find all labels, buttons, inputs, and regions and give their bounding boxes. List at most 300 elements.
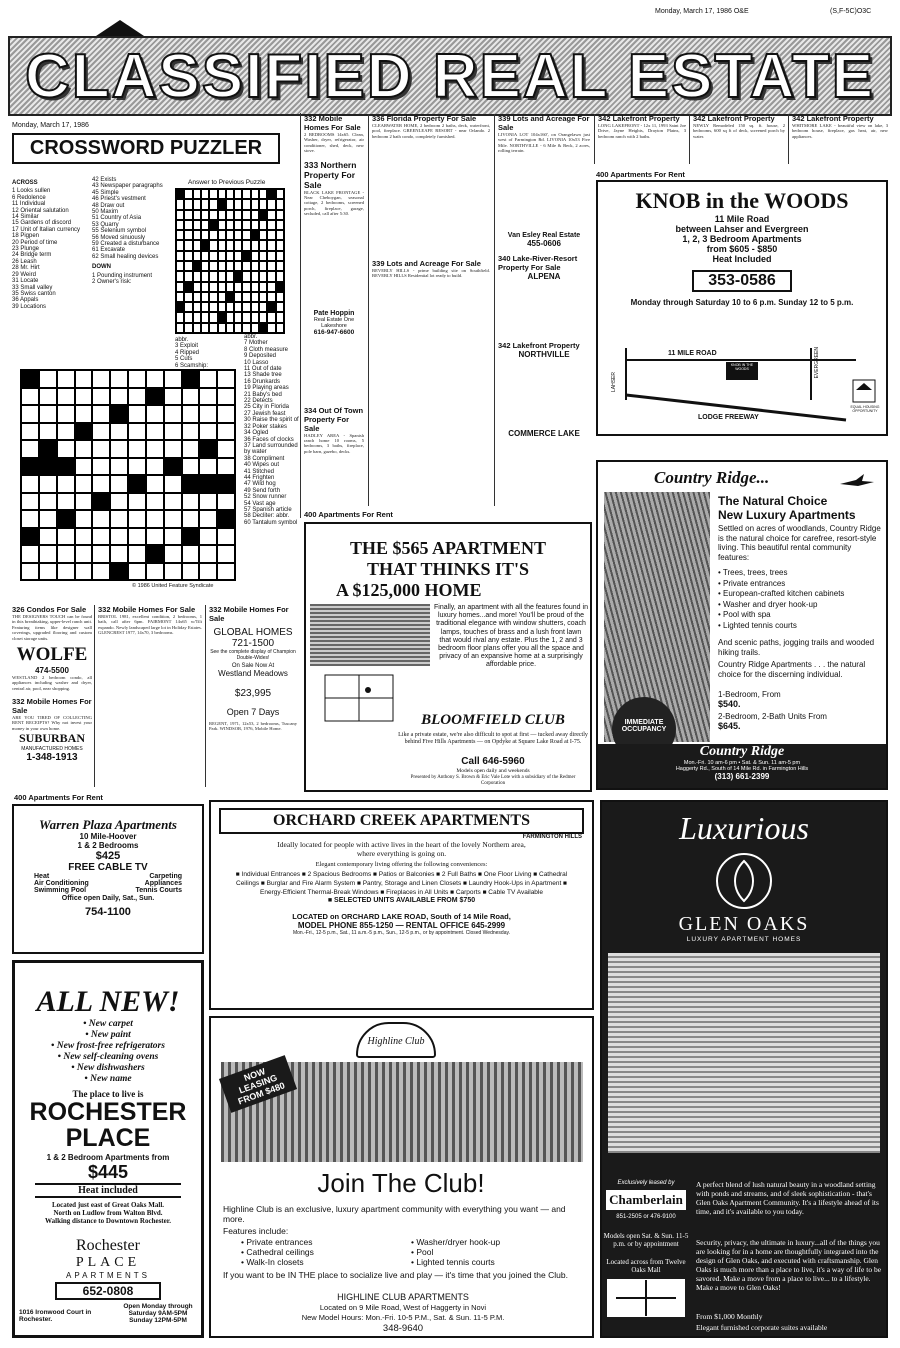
grid-cell <box>226 251 234 261</box>
grid-cell <box>128 475 146 493</box>
mobile1-column <box>94 605 202 787</box>
grid-cell <box>276 302 284 312</box>
crossword-date: Monday, March 17, 1986 <box>12 122 89 129</box>
condos-head: 326 Condos For Sale <box>12 605 87 614</box>
grid-cell <box>217 388 235 406</box>
mobile1-text: BRISTOL 1981, excellent condition, 2 bedrooms, 1 bath, call after 6pm. FAIRMONT 14x65 w/Tilt expando. Newly landscaped large lot in Holiday Estates. GLENCREST 1977, 14x70, 3 bedrooms. <box>98 614 202 636</box>
lakefront-a-text: LONG LAKEFRONT - 12x 11, 1993 Saint Joe Drive, Jayne Heights, Drayton Plains, 3 bedroom ranch with 2 baths. <box>598 123 686 139</box>
across-clue: 53 Quarry <box>92 221 119 228</box>
grid-cell <box>226 261 234 271</box>
rochester-new-item: • New self-cleaning ovens <box>57 1052 159 1062</box>
across-clue: 56 Moved sinuously <box>92 234 146 241</box>
out-of-town-head: 334 Out Of Town Property For Sale <box>304 405 364 433</box>
down-clue: 19 Playing areas <box>244 385 289 392</box>
grid-cell <box>176 199 184 209</box>
grid-cell <box>110 388 128 406</box>
grid-cell <box>57 510 75 528</box>
grid-cell <box>209 251 217 261</box>
grid-cell <box>184 220 192 230</box>
grid-cell <box>276 199 284 209</box>
florida-text: CLEARWATER HOME, 2 bedroom 2 baths, deck, waterfront, pool, fireplace. GREENLEAFE RESORT - near Orlando. 2 bedroom 2 bath condo, completely furnished. <box>372 123 490 139</box>
grid-cell <box>259 251 267 261</box>
grid-cell <box>146 510 164 528</box>
grid-cell <box>259 302 267 312</box>
orchard-intro2: Elegant contemporary living offering the following conveniences: <box>315 861 488 868</box>
highline-phone: 348-9640 <box>382 1323 424 1334</box>
grid-cell <box>209 292 217 302</box>
grid-cell <box>193 323 201 333</box>
country-feature-item: • Pool with spa <box>718 610 771 619</box>
grid-cell <box>242 220 250 230</box>
down-clues-3 <box>244 334 304 526</box>
grid-cell <box>242 302 250 312</box>
map-road-lodge: LODGE FREEWAY <box>698 414 759 421</box>
alpena-head: ALPENA <box>527 272 561 281</box>
country-feature-item: • European-crafted kitchen cabinets <box>718 589 845 598</box>
down-clue: 37 Land surrounded by water <box>244 442 298 456</box>
grid-cell <box>217 423 235 441</box>
grid-cell <box>75 440 93 458</box>
grid-cell <box>184 292 192 302</box>
grid-cell <box>176 271 184 281</box>
across-clue: 31 Locate <box>12 278 39 285</box>
across-clue: 28 Mr. Hirt <box>12 265 40 272</box>
down-clue: 54 Vast age <box>244 500 276 507</box>
grid-cell <box>176 282 184 292</box>
country-price1: $540. <box>718 699 741 709</box>
grid-cell <box>226 292 234 302</box>
grid-cell <box>92 440 110 458</box>
grid-cell <box>218 230 226 240</box>
grid-cell <box>259 312 267 322</box>
grid-cell <box>242 199 250 209</box>
down-clue: 2 Owner's risk: <box>92 279 132 286</box>
grid-cell <box>267 199 275 209</box>
country-price2-label: 2-Bedroom, 2-Bath Units From <box>718 712 827 721</box>
down-clue: 38 Compliment <box>244 455 285 462</box>
grid-cell <box>176 220 184 230</box>
across-clue: 55 Selenium symbol <box>92 228 147 235</box>
grid-cell <box>217 440 235 458</box>
grid-cell <box>39 475 57 493</box>
rochester-open1: Open Monday through <box>123 1303 193 1310</box>
grid-cell <box>146 545 164 563</box>
grid-cell <box>146 370 164 388</box>
grid-cell <box>176 189 184 199</box>
grid-cell <box>182 405 200 423</box>
grid-cell <box>75 370 93 388</box>
lakefront-a <box>594 114 686 164</box>
grid-cell <box>92 545 110 563</box>
condos-text2: WESTLAND 2 bedroom condo, all appliances including washer and dryer, central air, pool, near shopping. <box>12 675 92 691</box>
suburban-sub: MANUFACTURED HOMES <box>21 746 83 753</box>
lakefront-c-head: 342 Lakefront Property <box>792 114 874 123</box>
lakefront-b-head: 342 Lakefront Property <box>693 114 775 123</box>
grid-cell <box>259 240 267 250</box>
rochester-headline: ALL NEW! <box>36 985 180 1018</box>
warren-cable: FREE CABLE TV <box>68 862 148 873</box>
bloomfield-headline1: THE $565 APARTMENT <box>349 538 547 558</box>
bloomfield-headline2: THAT THINKS IT'S <box>366 559 530 579</box>
country-phone: (313) 661-2399 <box>714 772 770 781</box>
grid-cell <box>267 251 275 261</box>
grid-cell <box>182 528 200 546</box>
down-clues-1 <box>92 273 176 286</box>
down-clue: 7 Mother <box>244 340 268 347</box>
grid-cell <box>201 282 209 292</box>
country-price2: $645. <box>718 721 741 731</box>
grid-cell <box>201 323 209 333</box>
wolfe-logo: WOLFE <box>16 644 88 665</box>
down-clue: abbr. <box>244 334 258 340</box>
country-ridge-title: Country Ridge... <box>654 468 770 487</box>
map-lahser: LAHSER <box>611 372 617 393</box>
warren-feature-heat: Heat <box>34 873 50 880</box>
grid-cell <box>57 528 75 546</box>
orchard-model: MODEL PHONE 855-1250 — RENTAL OFFICE 645-2999 <box>297 921 506 930</box>
grid-cell <box>226 220 234 230</box>
map-road-11mile: 11 MILE ROAD <box>668 350 717 357</box>
warren-feature-air: Air Conditioning <box>34 880 89 887</box>
grid-cell <box>242 312 250 322</box>
rochester-loc2: North on Ludlow from Walton Blvd. <box>53 1209 163 1217</box>
highline-feature-item: • Washer/dryer hook-up <box>411 1237 501 1247</box>
grid-cell <box>182 370 200 388</box>
florida-column <box>368 114 490 506</box>
grid-cell <box>242 261 250 271</box>
grid-cell <box>39 493 57 511</box>
occupancy-badge: IMMEDIATE OCCUPANCY <box>612 697 676 761</box>
glen-oaks-ad <box>600 800 888 1338</box>
grid-cell <box>146 458 164 476</box>
grid-cell <box>128 545 146 563</box>
grid-cell <box>218 251 226 261</box>
suburban-phone: 1-348-1913 <box>26 752 78 764</box>
grid-cell <box>57 370 75 388</box>
grid-cell <box>164 423 182 441</box>
grid-cell <box>267 271 275 281</box>
across-clue: 33 Small valley <box>12 284 53 291</box>
grid-cell <box>201 189 209 199</box>
grid-cell <box>218 282 226 292</box>
mobile2-text: REGENT, 1971, 12x53, 2 bedrooms, Tuscany Park. WINDSOR, 1976, Mobile Home. <box>209 721 297 732</box>
grid-cell <box>218 302 226 312</box>
grid-cell <box>57 440 75 458</box>
across-clue: 39 Locations <box>12 303 47 310</box>
down-clue: 34 Ogled <box>244 430 269 437</box>
grid-cell <box>242 251 250 261</box>
grid-cell <box>39 545 57 563</box>
masthead-banner <box>8 36 892 116</box>
highline-club-ad <box>209 1016 594 1338</box>
highline-features-head: Features include: <box>223 1226 289 1236</box>
grid-cell <box>201 302 209 312</box>
grid-cell <box>75 545 93 563</box>
grid-cell <box>75 563 93 581</box>
grid-cell <box>57 388 75 406</box>
highline-feature-item: • Walk-In closets <box>241 1257 304 1267</box>
rochester-phone: 652-0808 <box>55 1282 161 1300</box>
apartments-head-mid: 400 Apartments For Rent <box>304 510 393 519</box>
global-homes: GLOBAL HOMES <box>213 627 293 638</box>
grid-cell <box>199 423 217 441</box>
orchard-location: LOCATED on ORCHARD LAKE ROAD, South of 14 Mile Road, <box>292 912 511 921</box>
orchard-creek-ad <box>209 800 594 1010</box>
lots-text: LIVONIA LOT 104x160', on Orangelawn just west of Farmington Rd. LIVONIA 10x53 Five Mile. NORTHVILLE - 6 Mile & Beck, 2 acres, rolling terrain. <box>498 132 590 154</box>
grid-cell <box>110 458 128 476</box>
agent-phone: 616-947-6600 <box>313 328 355 336</box>
across-clue: 43 Newspaper paragraphs <box>92 183 163 190</box>
knob-phone: 353-0586 <box>692 270 792 292</box>
grid-cell <box>234 292 242 302</box>
grid-cell <box>276 251 284 261</box>
across-clue: 50 Maxim <box>92 209 119 216</box>
grid-cell <box>193 302 201 312</box>
grid-cell <box>146 405 164 423</box>
global-price: $23,995 <box>234 688 272 699</box>
grid-cell <box>242 240 250 250</box>
down-clue: 32 Poker stakes <box>244 423 288 430</box>
rochester-open2: Saturday 9AM-5PM <box>128 1310 188 1317</box>
grid-cell <box>242 323 250 333</box>
warren-feature-carpet: Carpeting <box>149 873 182 880</box>
knob-line4: from $605 - $850 <box>706 244 778 254</box>
grid-cell <box>217 458 235 476</box>
grid-cell <box>176 251 184 261</box>
country-feature-item: • Private entrances <box>718 578 786 588</box>
grid-cell <box>92 388 110 406</box>
grid-cell <box>218 220 226 230</box>
global-sale: On Sale Now At <box>231 663 275 669</box>
grid-cell <box>217 405 235 423</box>
knob-ad <box>596 180 888 436</box>
grid-cell <box>259 210 267 220</box>
knob-hours: Monday through Saturday 10 to 6 p.m. Sunday 12 to 5 p.m. <box>630 298 854 307</box>
grid-cell <box>164 528 182 546</box>
down-clue: 8 Cloth measure <box>244 346 289 353</box>
condos-mh-head: 332 Mobile Homes For Sale <box>12 697 92 715</box>
across-clue: 51 Country of Asia <box>92 215 142 222</box>
grid-cell <box>259 189 267 199</box>
grid-cell <box>21 370 39 388</box>
bloomfield-call: Call 646-5960 <box>461 756 525 767</box>
grid-cell <box>92 510 110 528</box>
grid-cell <box>199 493 217 511</box>
grid-cell <box>251 210 259 220</box>
grid-cell <box>199 458 217 476</box>
out-of-town-text: HADLEY AREA - Spanish ranch home 10 rooms, 5 bedrooms, 3 baths, fireplace, pole barn, gazebo, decks. <box>304 432 364 454</box>
grid-cell <box>199 510 217 528</box>
grid-cell <box>218 199 226 209</box>
down-clue: 47 Wild hog <box>244 481 276 488</box>
grid-cell <box>193 251 201 261</box>
grid-cell <box>267 312 275 322</box>
grid-cell <box>92 423 110 441</box>
grid-cell <box>217 563 235 581</box>
country-head1: The Natural Choice <box>718 494 828 508</box>
grid-cell <box>39 510 57 528</box>
grid-cell <box>276 312 284 322</box>
grid-cell <box>193 282 201 292</box>
northville-head: NORTHVILLE <box>518 350 570 359</box>
country-features <box>718 568 883 631</box>
grid-cell <box>259 230 267 240</box>
country-location: Haggerty Rd., South of 14 Mile Rd. in Farmington Hills <box>675 766 809 772</box>
grid-cell <box>184 261 192 271</box>
rochester-loc1: Located just east of Great Oaks Mall. <box>51 1201 165 1209</box>
date-line: Monday, March 17, 1986 O&E <box>655 8 749 15</box>
grid-cell <box>251 312 259 322</box>
grid-cell <box>92 563 110 581</box>
puzzle-grid <box>20 369 236 581</box>
grid-cell <box>218 271 226 281</box>
grid-cell <box>201 210 209 220</box>
global-sub: See the complete display of Champion Double-Wides! <box>210 649 296 661</box>
grid-cell <box>128 528 146 546</box>
rochester-new-item: • New dishwashers <box>71 1063 145 1073</box>
grid-cell <box>259 282 267 292</box>
grid-cell <box>39 458 57 476</box>
highline-banner: NOW LEASING FROM $480 <box>219 1055 297 1113</box>
orchard-select: ■ SELECTED UNITS AVAILABLE FROM $750 <box>327 897 476 904</box>
rochester-new-item: • New carpet <box>83 1019 133 1029</box>
across-clue: 11 Individual <box>12 201 46 208</box>
lots-head-2: 339 Lots and Acreage For Sale <box>372 259 481 268</box>
grid-cell <box>226 271 234 281</box>
bloomfield-name: BLOOMFIELD CLUB <box>421 712 565 728</box>
grid-cell <box>217 528 235 546</box>
grid-cell <box>92 370 110 388</box>
down-clue: 13 Shade tree <box>244 372 282 379</box>
grid-cell <box>251 220 259 230</box>
grid-cell <box>201 230 209 240</box>
grid-cell <box>184 230 192 240</box>
glen-sub: LUXURY APARTMENT HOMES <box>686 936 802 943</box>
grid-cell <box>209 312 217 322</box>
warren-feature-tennis: Tennis Courts <box>135 887 182 894</box>
grid-cell <box>226 189 234 199</box>
across-clues-2 <box>92 177 176 260</box>
apartments-head-right: 400 Apartments For Rent <box>596 170 685 179</box>
grid-cell <box>176 240 184 250</box>
grid-cell <box>146 475 164 493</box>
condos-column <box>12 605 92 787</box>
lakefront-a-head: 342 Lakefront Property <box>598 114 680 123</box>
grid-cell <box>193 271 201 281</box>
grid-cell <box>110 545 128 563</box>
rochester-logo2: PLACE <box>75 1255 141 1270</box>
grid-cell <box>184 210 192 220</box>
grid-cell <box>251 302 259 312</box>
van-esley-name: Van Esley Real Estate <box>507 232 581 239</box>
rochester-name1: ROCHESTER <box>29 1098 187 1126</box>
grid-cell <box>146 388 164 406</box>
grid-cell <box>193 220 201 230</box>
grid-cell <box>182 510 200 528</box>
grid-cell <box>234 210 242 220</box>
grid-cell <box>276 292 284 302</box>
grid-cell <box>242 210 250 220</box>
grid-cell <box>182 493 200 511</box>
grid-cell <box>276 261 284 271</box>
grid-cell <box>21 405 39 423</box>
grid-cell <box>92 475 110 493</box>
rochester-logo3: APARTMENTS <box>66 1271 150 1280</box>
grid-cell <box>259 199 267 209</box>
grid-cell <box>146 493 164 511</box>
across-clue: 6 Redolence <box>12 194 46 201</box>
knob-line2: between Lahser and Evergreen <box>675 224 809 234</box>
grid-cell <box>21 528 39 546</box>
grid-cell <box>57 458 75 476</box>
grid-cell <box>193 230 201 240</box>
condos-text: THE DESIGNERS TOUCH can be found in this breathtaking, upper-level ranch unit. Featuring items like designer wall coverings, upgraded flooring and custom closet storage units. <box>12 614 92 641</box>
answer-heading: Answer to Previous Puzzle <box>188 179 266 186</box>
glen-oaks-photo <box>608 953 880 1153</box>
grid-cell <box>128 388 146 406</box>
highline-features-right <box>411 1237 500 1267</box>
grid-cell <box>226 302 234 312</box>
condos-mh-text: ARE YOU TIRED OF COLLECTING RENT RECEIPTS? Why not invest your money in your own home. <box>12 715 92 731</box>
down-clue: 4 Ripped <box>175 349 200 356</box>
northern-text: BLACK LAKE FRONTAGE - Near Cheboygan, seasonal cottage, 2 bedrooms, screened porch, fireplace, garage, secluded, call after 5:30. <box>304 189 364 217</box>
grid-cell <box>193 199 201 209</box>
grid-cell <box>259 220 267 230</box>
grid-cell <box>251 271 259 281</box>
down-clue: 1 Pounding instrument <box>92 272 153 279</box>
grid-cell <box>218 323 226 333</box>
grid-cell <box>209 220 217 230</box>
grid-cell <box>128 493 146 511</box>
grid-cell <box>259 292 267 302</box>
grid-cell <box>199 528 217 546</box>
grid-cell <box>218 240 226 250</box>
warren-feature-appliances: Appliances <box>144 880 182 887</box>
map-pin-label: KNOB IN THE WOODS <box>730 363 754 371</box>
commerce-head: COMMERCE LAKE <box>508 429 580 438</box>
down-clue: 10 Lasso <box>244 359 269 366</box>
glen-models: Models open Sat. & Sun. 11-5 p.m. or by appointment <box>603 1232 689 1248</box>
grid-cell <box>21 545 39 563</box>
lakefront-b <box>689 114 785 164</box>
down-clue: 52 Snow runner <box>244 494 287 501</box>
agent-company: Real Estate One Lakeshore <box>313 316 355 329</box>
grid-cell <box>276 282 284 292</box>
florida-head: 336 Florida Property For Sale <box>372 114 477 123</box>
glen-price: From $1,000 Monthly <box>696 1312 763 1321</box>
rochester-open3: Sunday 12PM-5PM <box>129 1317 187 1324</box>
map-evergreen: EVERGREEN <box>814 347 820 379</box>
across-clue: 29 Weird <box>12 271 36 278</box>
grid-cell <box>184 271 192 281</box>
rochester-new-item: • New frost-free refrigerators <box>51 1041 165 1051</box>
across-clue: 1 Looks sullen <box>12 188 51 195</box>
grid-cell <box>21 440 39 458</box>
grid-cell <box>176 230 184 240</box>
glen-leased-by: Exclusively leased by <box>617 1180 675 1186</box>
grid-cell <box>199 440 217 458</box>
grid-cell <box>184 282 192 292</box>
across-clue: 61 Excavate <box>92 247 126 254</box>
grid-cell <box>234 302 242 312</box>
grid-cell <box>110 370 128 388</box>
warren-price: $425 <box>95 850 121 862</box>
orchard-features: ■ Individual Entrances ■ 2 Spacious Bedrooms ■ Patios or Balconies ■ 2 Full Baths ■ One Floor Living ■ Cathedral Ceilings ■ Burglar and Fire Alarm System ■ Pantry, Storage and Linen Closets ■ Laundry Hook-Ups in Apartment ■ Energy-Efficient Thermal-Break Windows ■ Fireplaces in All Units ■ Carports ■ Cable TV Available <box>235 871 568 896</box>
across-clue: 23 Plunge <box>12 246 40 253</box>
grid-cell <box>209 240 217 250</box>
grid-cell <box>176 302 184 312</box>
bloomfield-building-photo <box>310 604 430 666</box>
